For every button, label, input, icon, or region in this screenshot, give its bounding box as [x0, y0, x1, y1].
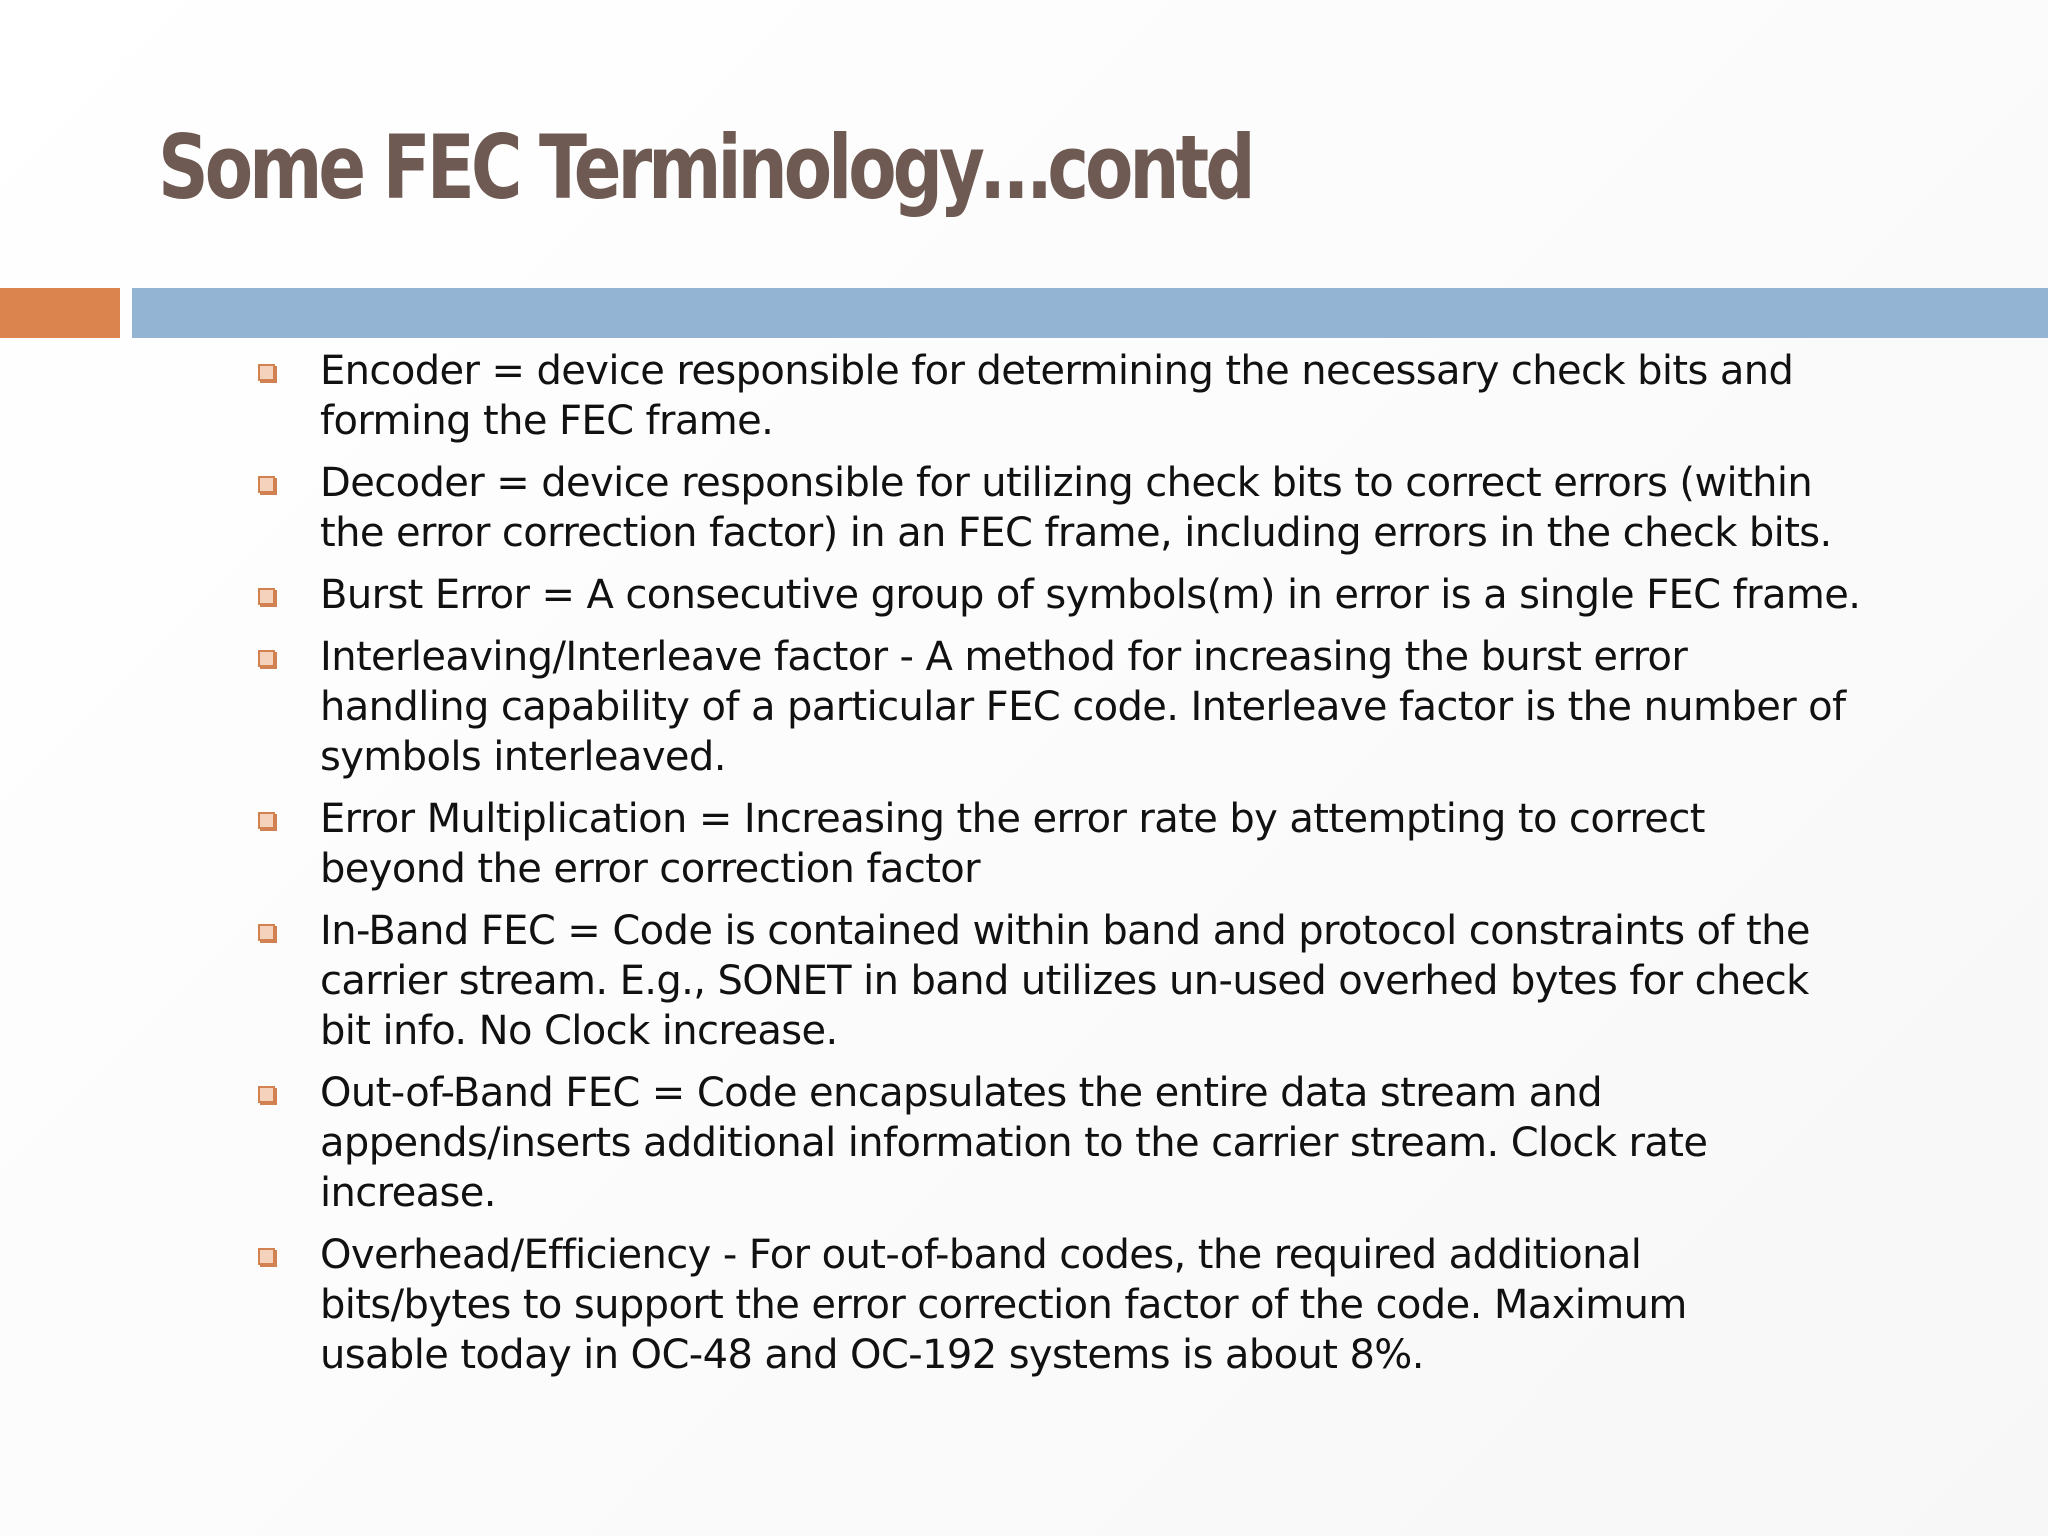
bullet-text: In-Band FEC = Code is contained within band and protocol constraints of the carrier stream. E.g., SONET in band utilizes un-used overhed bytes for check bit info. No Clock increase. — [320, 908, 1810, 1054]
bullet-text: Interleaving/Interleave factor - A method for increasing the burst error handling capability of a particular FEC code. Interleave factor is the number of symbols interleaved. — [320, 634, 1846, 780]
accent-bar-blue — [132, 288, 2048, 338]
accent-bar-orange — [0, 288, 120, 338]
bullet-item-encoder — [254, 346, 1954, 446]
bullet-item-error-multiplication — [254, 794, 1954, 894]
square-bullet-icon — [258, 924, 275, 941]
bullet-text: Error Multiplication = Increasing the error rate by attempting to correct beyond the error correction factor — [320, 796, 1705, 892]
square-bullet-icon — [258, 476, 275, 493]
square-bullet-icon — [258, 1086, 275, 1103]
bullet-item-overhead-efficiency — [254, 1230, 1954, 1380]
square-bullet-icon — [258, 650, 275, 667]
bullet-text: Encoder = device responsible for determining the necessary check bits and forming the FEC frame. — [320, 348, 1794, 444]
bullet-item-burst-error — [254, 570, 1954, 620]
bullet-item-interleaving — [254, 632, 1954, 782]
square-bullet-icon — [258, 812, 275, 829]
square-bullet-icon — [258, 364, 275, 381]
square-bullet-icon — [258, 1248, 275, 1265]
slide-title: Some FEC Terminology…contd — [158, 116, 1252, 219]
square-bullet-icon — [258, 588, 275, 605]
bullet-text: Burst Error = A consecutive group of symbols(m) in error is a single FEC frame. — [320, 572, 1861, 618]
bullet-item-in-band-fec — [254, 906, 1954, 1056]
bullet-item-out-of-band-fec — [254, 1068, 1954, 1218]
bullet-text: Out-of-Band FEC = Code encapsulates the entire data stream and appends/inserts additional information to the carrier stream. Clock rate increase. — [320, 1070, 1708, 1216]
bullet-text: Decoder = device responsible for utilizing check bits to correct errors (within the error correction factor) in an FEC frame, including errors in the check bits. — [320, 460, 1832, 556]
bullet-text: Overhead/Efficiency - For out-of-band codes, the required additional bits/bytes to support the error correction factor of the code. Maximum usable today in OC-48 and OC-192 systems is about 8%. — [320, 1232, 1687, 1378]
bullet-list — [254, 346, 1954, 1392]
bullet-item-decoder — [254, 458, 1954, 558]
